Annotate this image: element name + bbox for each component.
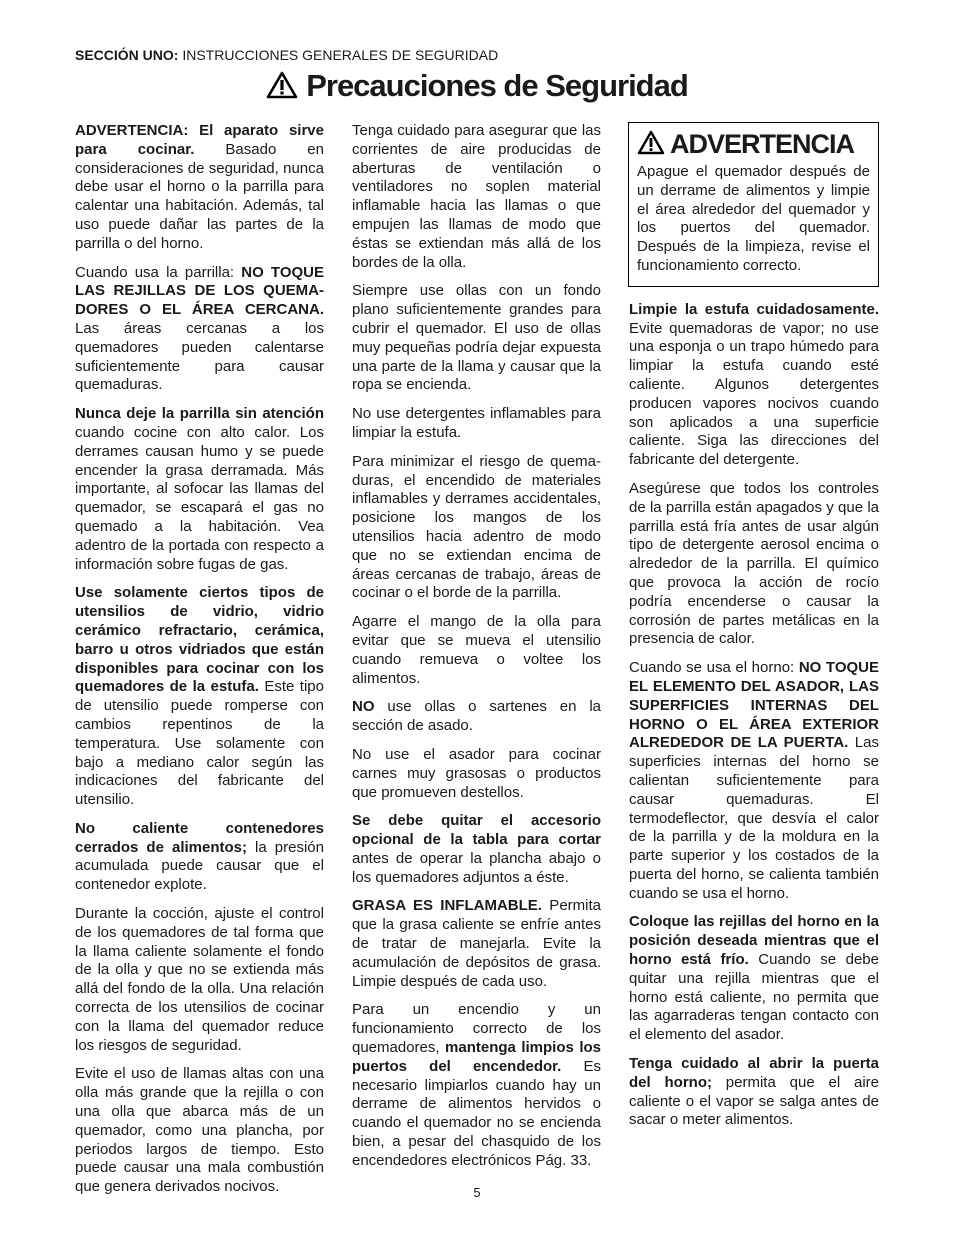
section-title: INSTRUCCIONES GENERALES DE SEGURIDAD: [182, 47, 499, 63]
paragraph: [75, 122, 324, 254]
bold-lead: Use solamente ciertos tipos de utensilios de vidrio, vidrio cerámico refractario, cerámica, barro u otros vidriados que están disponibles para cocinar con los quemadores de la estufa.: [75, 584, 324, 696]
page-title: Precauciones de Seguridad: [306, 68, 688, 103]
body-text: use ollas o sartenes en la sección de asado.: [352, 698, 601, 735]
body-text: Cuando se debe quitar una rejilla mientras que el horno está caliente, no permita que las agarraderas tengan contacto con el elemento del asador.: [629, 951, 879, 1044]
body-text: Evite el uso de llamas altas con una olla más grande que la rejilla o con una olla que abarca más de un quemador, como una plancha, por periodos largos de tiempo. Esto puede causar una mala combustión que genera derivados nocivos.: [75, 1065, 324, 1196]
paragraph: [352, 282, 601, 395]
body-text: Para minimizar el riesgo de quema-duras, el encendido de materiales inflamables y derrames accidentales, posicione los mangos de los utensilios hacia adentro de modo que no se extiendan encima de áreas cercanas de trabajo, áreas de cocinar o el borde de la parrilla.: [352, 452, 601, 602]
body-text: Asegúrese que todos los controles de la parrilla están apagados y que la parrilla está fría antes de usar algún tipo de detergente aerosol encima o alrededor de la parrilla. El químico que provoca la acción de rocío podría encenderse o causar la corrosión de partes metálicas en la presencia de calor.: [629, 479, 879, 648]
body-text: Es necesario limpiarlos cuando hay un derrame de alimentos hervidos o cuando el quemador no se encienda bien, a pesar del chasquido de los encendedores electrónicos Pág. 33.: [352, 1057, 601, 1169]
bold-lead: mantenga limpios los puertos del encendedor.: [352, 1039, 601, 1075]
section-header: [75, 47, 498, 63]
body-text: la presión acumulada puede causar que el contenedor explote.: [75, 838, 324, 894]
bold-lead: Limpie la estufa cuidadosamente.: [629, 300, 879, 318]
paragraph: [352, 613, 601, 688]
warning-triangle-icon: [637, 129, 665, 163]
body-text: Agarre el mango de la olla para evitar que se mueva el utensilio cuando remueva o voltee los alimentos.: [352, 613, 601, 687]
bold-lead: Nunca deje la parrilla sin atención: [75, 405, 324, 423]
paragraph: [629, 1055, 879, 1130]
body-text: Cuando usa la parrilla:: [75, 263, 242, 281]
body-text: cuando cocine con alto calor. Los derrames causan humo y se puede encender la grasa derramada. Más importante, al sofocar las llamas del quemador, se escapará el gas no quemado a la habitación. Vea adentro de la portada con respecto a información sobre fugas de gas.: [75, 423, 324, 573]
body-text: Las áreas cercanas a los quemadores pueden calentarse suficientemente para causar quemaduras.: [75, 319, 324, 394]
paragraph: [75, 905, 324, 1055]
paragraph: [75, 1065, 324, 1197]
bold-lead: NO TOQUE EL ELEMENTO DEL ASADOR, LAS SUPERFICIES INTERNAS DEL HORNO O EL ÁREA EXTERIOR ALREDEDOR DE LA PUERTA.: [629, 659, 879, 752]
page-number: 5: [473, 1185, 481, 1200]
body-text: Este tipo de utensilio puede romperse con cambios repentinos de la temperatura. Use solamente con bajo a mediano calor según las indicaciones del fabricante del utensilio.: [75, 678, 324, 809]
body-text: No use detergentes inflamables para limpiar la estufa.: [352, 405, 601, 441]
column-1: [75, 122, 324, 1207]
warning-triangle-icon: [266, 71, 298, 107]
warning-heading: [637, 127, 870, 163]
paragraph: [629, 301, 879, 470]
body-text: Cuando se usa el horno:: [629, 659, 799, 677]
paragraph: [629, 659, 879, 903]
body-text: Siempre use ollas con un fondo plano suficientemente grandes para cubrir el quemador. El uso de ollas muy pequeñas podría dejar expuesta una parte de la llama y causar que la ropa se encienda.: [352, 282, 601, 394]
paragraph: [352, 405, 601, 443]
paragraph: [352, 746, 601, 802]
warning-title: ADVERTENCIA: [670, 129, 855, 159]
paragraph: [629, 913, 879, 1045]
paragraph: [352, 698, 601, 736]
paragraph: [75, 264, 324, 396]
body-text: Para un encendio y un funcionamiento correcto de los quemadores,: [352, 1001, 601, 1057]
paragraph: [352, 453, 601, 603]
bold-lead: Tenga cuidado al abrir la puerta del horno;: [629, 1055, 879, 1091]
section-label: SECCIÓN UNO:: [75, 47, 179, 63]
body-text: Las superficies internas del horno se calientan suficientemente para causar quemaduras. El termodeflector, que desvía el calor de la parrilla y de la moldura en la parte superior y los costados de la puerta del horno, se calienta también cuando se usa el horno.: [629, 734, 879, 902]
body-text: permita que el aire caliente o el vapor se salga antes de sacar o meter alimentos.: [629, 1073, 879, 1129]
body-text: No use el asador para cocinar carnes muy grasosas o productos que promueven destellos.: [352, 745, 601, 801]
bold-lead: NO: [352, 698, 375, 716]
bold-lead: ADVERTENCIA: El aparato sirve para cocinar.: [75, 122, 324, 158]
warning-box: [628, 122, 879, 287]
paragraph: [75, 405, 324, 574]
body-text: Basado en consideraciones de seguridad, nunca debe usar el horno o la parrilla para calentar una habitación. Además, tal uso puede dañar las partes de la parrilla o del horno.: [75, 140, 324, 252]
bold-lead: GRASA ES INFLAMABLE.: [352, 897, 542, 915]
bold-lead: Coloque las rejillas del horno en la posición deseada mientras que el horno está frío.: [629, 913, 879, 969]
column-3: [629, 122, 879, 1140]
bold-lead: Se debe quitar el accesorio opcional de la tabla para cortar: [352, 812, 601, 849]
page-title-row: [0, 68, 954, 107]
warning-text: Apague el quemador después de un derrame de alimentos y limpie el área alrededor del quemador y los puertos del quemador. Después de la limpieza, revise el funcionamiento correcto.: [637, 163, 870, 274]
paragraph: [352, 1001, 601, 1170]
paragraph: [352, 897, 601, 991]
body-text: antes de operar la plancha abajo o los quemadores adjuntos a éste.: [352, 849, 601, 886]
paragraph: [352, 812, 601, 887]
paragraph: [629, 480, 879, 649]
body-text: Tenga cuidado para asegurar que las corrientes de aire producidas de aberturas de ventilación o ventiladores no soplen material inflamable hacia las llamas o que empujen las llamas de modo que éstas se extiendan más allá de los bordes de la olla.: [352, 122, 601, 271]
paragraph: [352, 122, 601, 272]
body-text: Permita que la grasa caliente se enfríe antes de tratar de manejarla. Evite la acumulación de depósitos de grasa. Limpie después de cada uso.: [352, 897, 601, 990]
body-text: Evite quemadoras de vapor; no use una esponja o un trapo húmedo para limpiar la estufa cuando esté caliente. Algunos detergentes producen vapores nocivos cuando son aplicados a una superficie caliente. Siga las direcciones del fabricante del detergente.: [629, 319, 879, 469]
bold-lead: No caliente contenedores cerrados de alimentos;: [75, 819, 324, 856]
paragraph: [75, 584, 324, 810]
column-2: [352, 122, 601, 1181]
bold-lead: NO TOQUE LAS REJILLAS DE LOS QUEMA-DORES O EL ÁREA CERCANA.: [75, 263, 324, 319]
paragraph: [75, 820, 324, 895]
body-text: Durante la cocción, ajuste el control de los quemadores de tal forma que la llama caliente solamente el fondo de la olla y que no se extienda más allá del fondo de la olla. Una relación correcta de los utensilios de cocinar con la llama del quemador reduce los riesgos de seguridad.: [75, 905, 324, 1054]
